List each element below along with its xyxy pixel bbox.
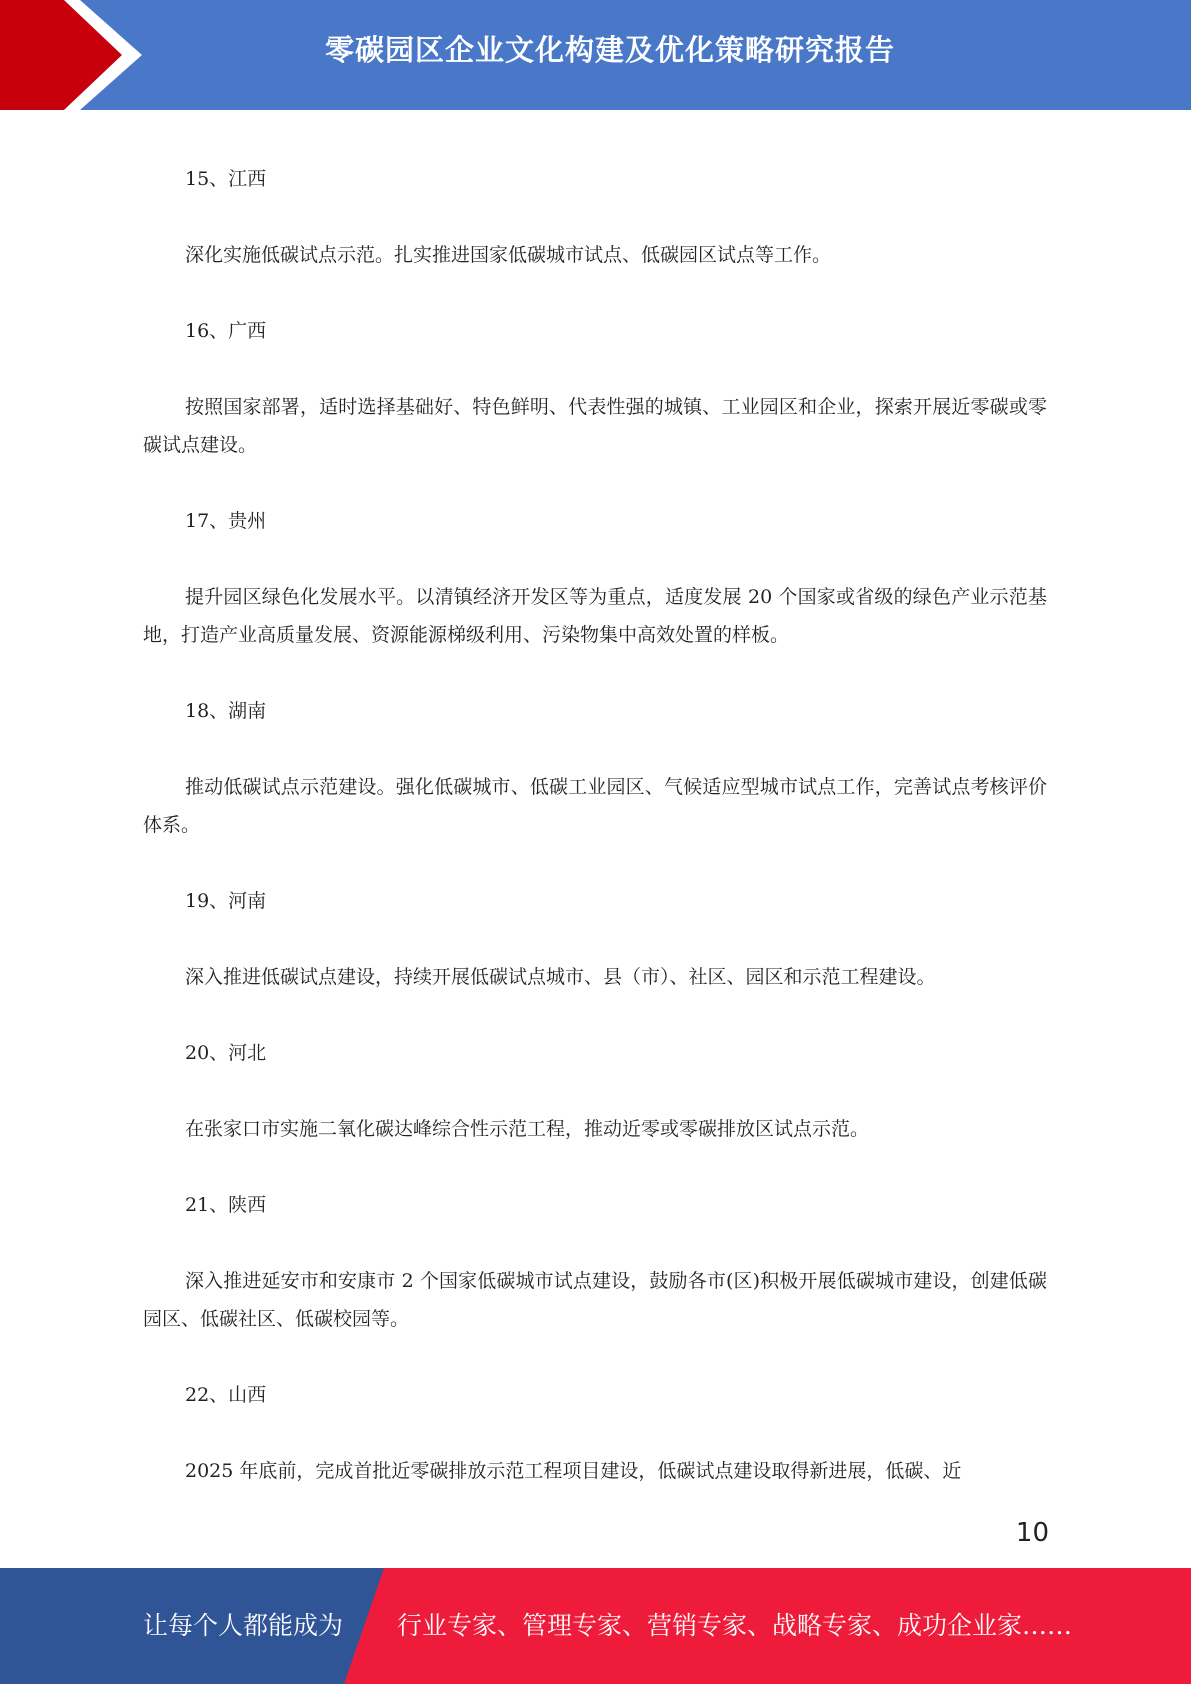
paragraph-guangxi: 按照国家部署，适时选择基础好、特色鲜明、代表性强的城镇、工业园区和企业，探索开展近零碳或零碳试点建设。 (143, 396, 1047, 456)
paragraph-shaanxi: 深入推进延安市和安康市 2 个国家低碳城市试点建设，鼓励各市(区)积极开展低碳城市建设，创建低碳园区、低碳社区、低碳校园等。 (143, 1270, 1047, 1330)
section-heading-guizhou: 17、贵州 (185, 510, 267, 532)
section-heading-hunan: 18、湖南 (185, 700, 267, 722)
paragraph-hunan: 推动低碳试点示范建设。强化低碳城市、低碳工业园区、气候适应型城市试点工作，完善试点考核评价体系。 (143, 776, 1047, 836)
section-heading-hebei: 20、河北 (185, 1042, 267, 1064)
page-number: 10 (1015, 1518, 1049, 1548)
paragraph-guizhou: 提升园区绿色化发展水平。以清镇经济开发区等为重点，适度发展 20 个国家或省级的绿色产业示范基地，打造产业高质量发展、资源能源梯级利用、污染物集中高效处置的样板。 (143, 586, 1047, 646)
section-heading-shaanxi: 21、陕西 (185, 1194, 267, 1216)
footer-slogan-left: 让每个人都能成为 (143, 1611, 344, 1640)
section-heading-shanxi: 22、山西 (185, 1384, 267, 1406)
document-title: 零碳园区企业文化构建及优化策略研究报告 (324, 33, 895, 67)
page-footer (0, 1568, 1191, 1684)
page-header (0, 0, 1191, 110)
paragraph-jiangxi: 深化实施低碳试点示范。扎实推进国家低碳城市试点、低碳园区试点等工作。 (185, 244, 832, 266)
section-heading-guangxi: 16、广西 (185, 320, 267, 342)
paragraph-hebei: 在张家口市实施二氧化碳达峰综合性示范工程，推动近零或零碳排放区试点示范。 (185, 1118, 870, 1140)
header-chevron-decoration (0, 0, 160, 110)
page-body (143, 160, 1047, 1528)
section-heading-henan: 19、河南 (185, 890, 267, 912)
paragraph-shanxi: 2025 年底前，完成首批近零碳排放示范工程项目建设，低碳试点建设取得新进展，低碳、近 (185, 1460, 962, 1482)
section-heading-jiangxi: 15、江西 (185, 168, 267, 190)
paragraph-henan: 深入推进低碳试点建设，持续开展低碳试点城市、县（市）、社区、园区和示范工程建设。 (185, 966, 936, 988)
footer-slogan-right: 行业专家、管理专家、营销专家、战略专家、成功企业家…… (397, 1611, 1073, 1640)
